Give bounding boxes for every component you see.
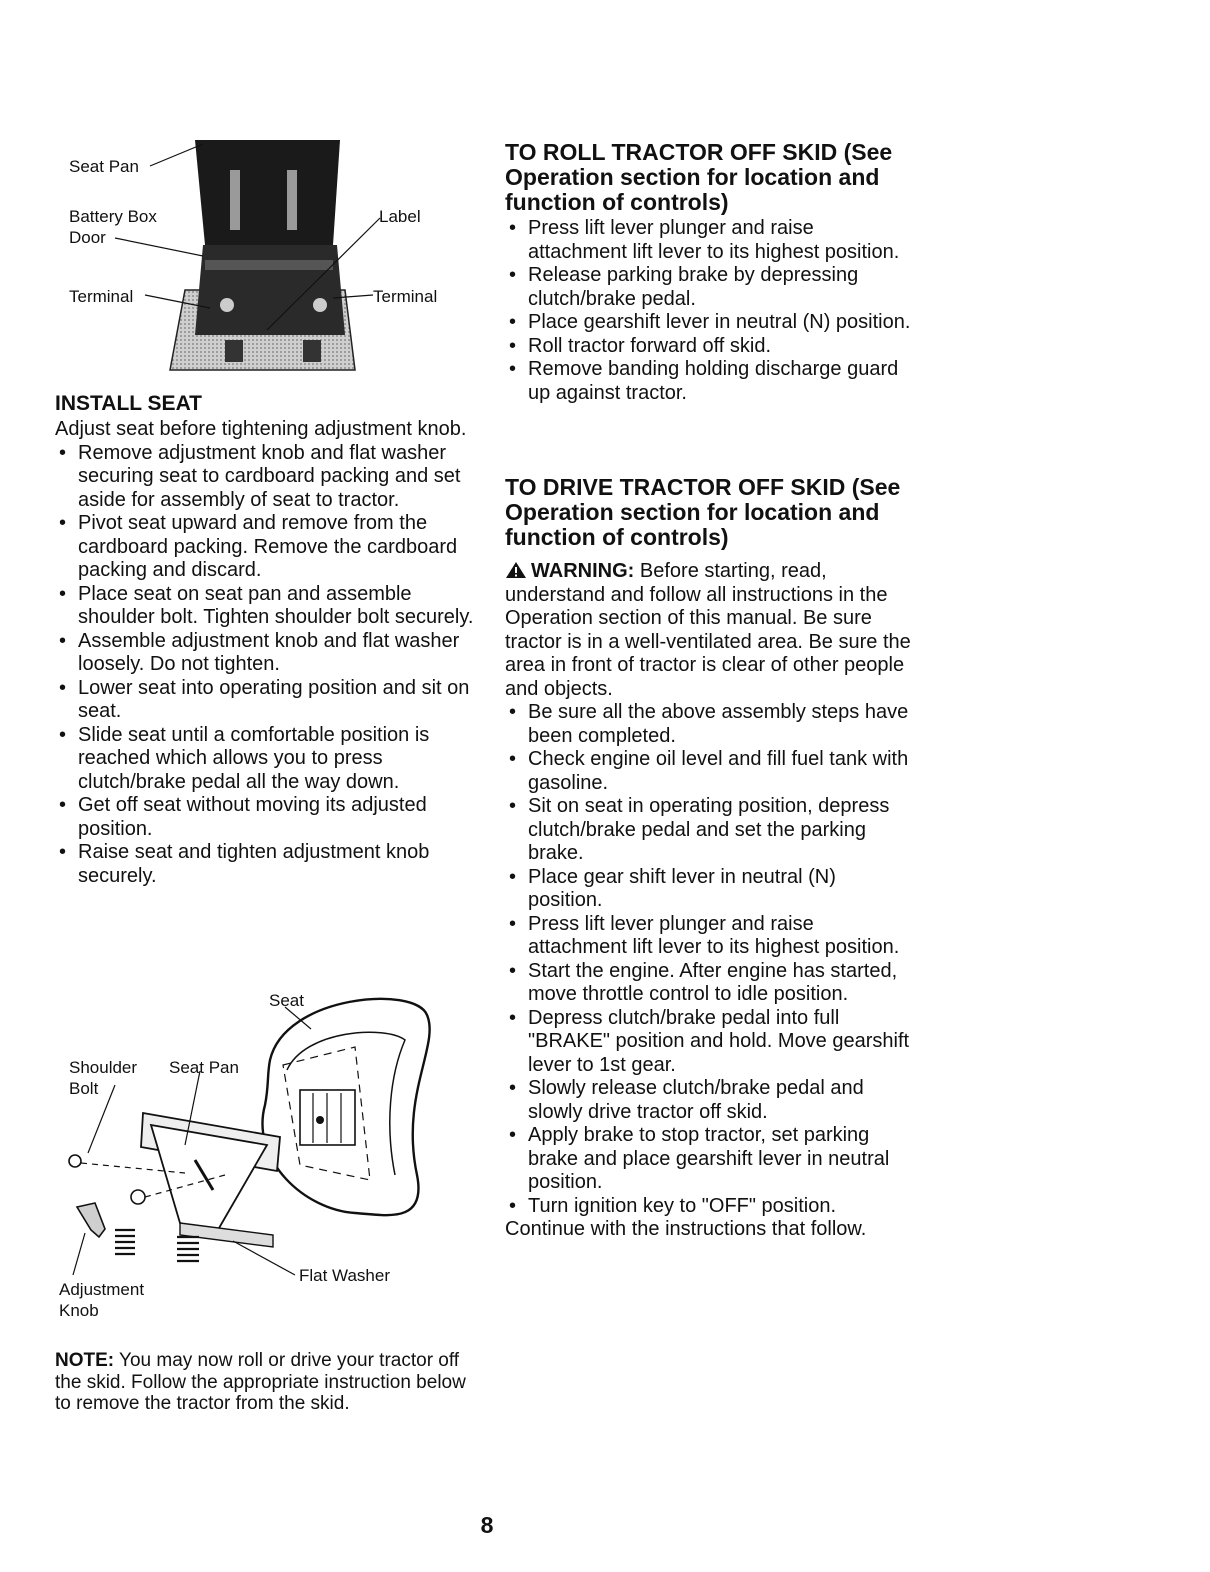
list-item: • Get off seat without moving its adjusted position.: [55, 794, 475, 841]
list-item: • Sit on seat in operating position, depress clutch/brake pedal and set the parking brake.: [505, 795, 915, 866]
label-terminal-right: Terminal: [373, 287, 438, 306]
note-label: NOTE:: [55, 1350, 115, 1371]
label-shoulder-bolt: Shoulder Bolt: [69, 1058, 138, 1098]
list-item: • Turn ignition key to "OFF" position.: [505, 1195, 915, 1219]
label-terminal-left: Terminal: [69, 287, 134, 306]
label-seat: Seat: [269, 991, 304, 1010]
list-item: • Place gearshift lever in neutral (N) position.: [505, 311, 915, 335]
list-item: • Place seat on seat pan and assemble shoulder bolt. Tighten shoulder bolt securely.: [55, 583, 475, 630]
seat-assembly-figure: [55, 985, 475, 1330]
list-item: • Slowly release clutch/brake pedal and slowly drive tractor off skid.: [505, 1077, 915, 1124]
label-battery-box-door: Battery Box Door: [69, 207, 157, 247]
drive-off-closing: Continue with the instructions that follow.: [505, 1218, 867, 1240]
warning-icon: [505, 561, 527, 579]
page-number: 8: [480, 1512, 494, 1538]
list-item: • Raise seat and tighten adjustment knob securely.: [55, 841, 475, 888]
drive-off-steps: [505, 701, 915, 1218]
label-adjustment-knob: Adjustment Knob: [59, 1280, 145, 1320]
list-item: • Start the engine. After engine has started, move throttle control to idle position.: [505, 960, 915, 1007]
list-item: • Roll tractor forward off skid.: [505, 335, 915, 359]
list-item: • Slide seat until a comfortable position is reached which allows you to press clutch/brake pedal all the way down.: [55, 724, 475, 795]
list-item: • Press lift lever plunger and raise attachment lift lever to its highest position.: [505, 217, 915, 264]
label-seat-pan: Seat Pan: [69, 157, 139, 176]
drive-off-section: [505, 475, 915, 1242]
note-paragraph: [55, 1350, 467, 1415]
list-item: • Apply brake to stop tractor, set parking brake and place gearshift lever in neutral position.: [505, 1124, 915, 1195]
label-seat-pan-2: Seat Pan: [169, 1058, 239, 1077]
warning-text: Before starting, read, understand and follow all instructions in the Operation section of this manual. Be sure tractor is in a well-ventilated area. Be sure the area in front of tractor is clear of other people and objects.: [505, 560, 911, 700]
roll-off-steps: [505, 217, 915, 405]
list-item: • Press lift lever plunger and raise attachment lift lever to its highest position.: [505, 913, 915, 960]
install-seat-section: [55, 392, 475, 888]
list-item: • Pivot seat upward and remove from the cardboard packing. Remove the cardboard packing and discard.: [55, 512, 475, 583]
list-item: • Remove adjustment knob and flat washer securing seat to cardboard packing and set aside for assembly of seat to tractor.: [55, 442, 475, 513]
note-text: You may now roll or drive your tractor off the skid. Follow the appropriate instruction below to remove the tractor from the skid.: [55, 1350, 466, 1414]
list-item: • Remove banding holding discharge guard up against tractor.: [505, 358, 915, 405]
list-item: • Assemble adjustment knob and flat washer loosely. Do not tighten.: [55, 630, 475, 677]
label-label: Label: [379, 207, 421, 226]
list-item: • Depress clutch/brake pedal into full "BRAKE" position and hold. Move gearshift lever to 1st gear.: [505, 1007, 915, 1078]
list-item: • Check engine oil level and fill fuel tank with gasoline.: [505, 748, 915, 795]
list-item: • Place gear shift lever in neutral (N) position.: [505, 866, 915, 913]
install-seat-intro: Adjust seat before tightening adjustment knob.: [55, 418, 467, 440]
list-item: • Release parking brake by depressing clutch/brake pedal.: [505, 264, 915, 311]
install-seat-steps: [55, 442, 475, 889]
roll-off-heading: TO ROLL TRACTOR OFF SKID (See Operation section for location and function of controls): [505, 139, 893, 215]
list-item: • Lower seat into operating position and sit on seat.: [55, 677, 475, 724]
install-seat-heading: INSTALL SEAT: [55, 392, 202, 415]
roll-off-section: [505, 140, 915, 405]
list-item: • Be sure all the above assembly steps have been completed.: [505, 701, 915, 748]
warning-paragraph: [505, 560, 915, 701]
label-flat-washer: Flat Washer: [299, 1266, 391, 1285]
warning-label: WARNING:: [531, 560, 635, 582]
drive-off-heading: TO DRIVE TRACTOR OFF SKID (See Operation section for location and function of controls): [505, 474, 901, 550]
battery-box-figure: [55, 130, 475, 380]
